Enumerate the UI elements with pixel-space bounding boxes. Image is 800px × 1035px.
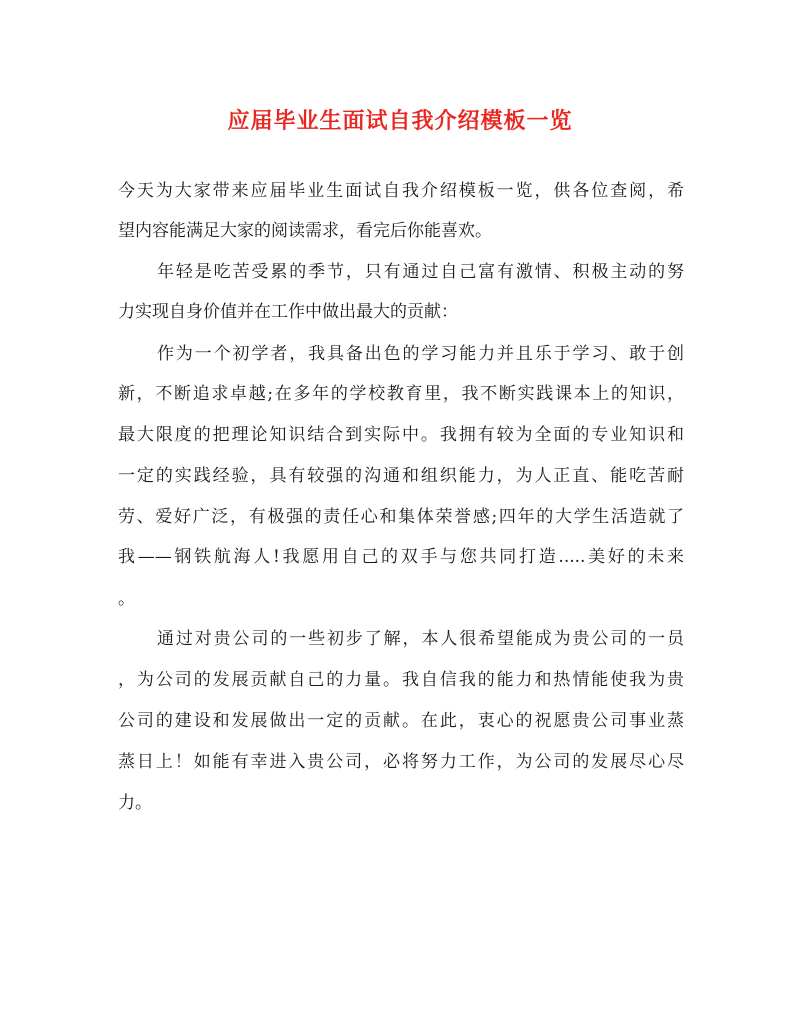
document-title: 应届毕业生面试自我介绍模板一览 xyxy=(227,108,573,134)
paragraph-4-line-2: ，为公司的发展贡献自己的力量。我自信我的能力和热情能使我为贵 xyxy=(118,670,684,690)
paragraph-4-line-1: 通过对贵公司的一些初步了解，本人很希望能成为贵公司的一员 xyxy=(157,629,684,649)
paragraph-3-line-1: 作为一个初学者，我具备出色的学习能力并且乐于学习、敢于创 xyxy=(157,344,684,364)
paragraph-3-line-7: 。 xyxy=(118,589,135,609)
paragraph-2-line-2: 力实现自身价值并在工作中做出最大的贡献： xyxy=(118,302,458,322)
paragraph-1-line-1: 今天为大家带来应届毕业生面试自我介绍模板一览，供各位查阅，希 xyxy=(118,181,684,201)
paragraph-3-line-6: 我——钢铁航海人!我愿用自己的双手与您共同打造.....美好的未来 xyxy=(118,547,684,567)
paragraph-3-line-4: 一定的实践经验，具有较强的沟通和组织能力，为人正直、能吃苦耐 xyxy=(118,466,684,486)
paragraph-2-line-1: 年轻是吃苦受累的季节，只有通过自己富有激情、积极主动的努 xyxy=(157,262,684,282)
paragraph-1-line-2: 望内容能满足大家的阅读需求，看完后你能喜欢。 xyxy=(118,221,492,241)
paragraph-3-line-2: 新，不断追求卓越;在多年的学校教育里，我不断实践课本上的知识， xyxy=(118,384,684,404)
paragraph-4-line-5: 力。 xyxy=(118,793,152,813)
paragraph-4-line-4: 蒸日上！如能有幸进入贵公司，必将努力工作，为公司的发展尽心尽 xyxy=(118,752,684,772)
paragraph-4-line-3: 公司的建设和发展做出一定的贡献。在此，衷心的祝愿贵公司事业蒸 xyxy=(118,711,684,731)
paragraph-3-line-5: 劳、爱好广泛，有极强的责任心和集体荣誉感;四年的大学生活造就了 xyxy=(118,507,684,527)
paragraph-3-line-3: 最大限度的把理论知识结合到实际中。我拥有较为全面的专业知识和 xyxy=(118,425,684,445)
